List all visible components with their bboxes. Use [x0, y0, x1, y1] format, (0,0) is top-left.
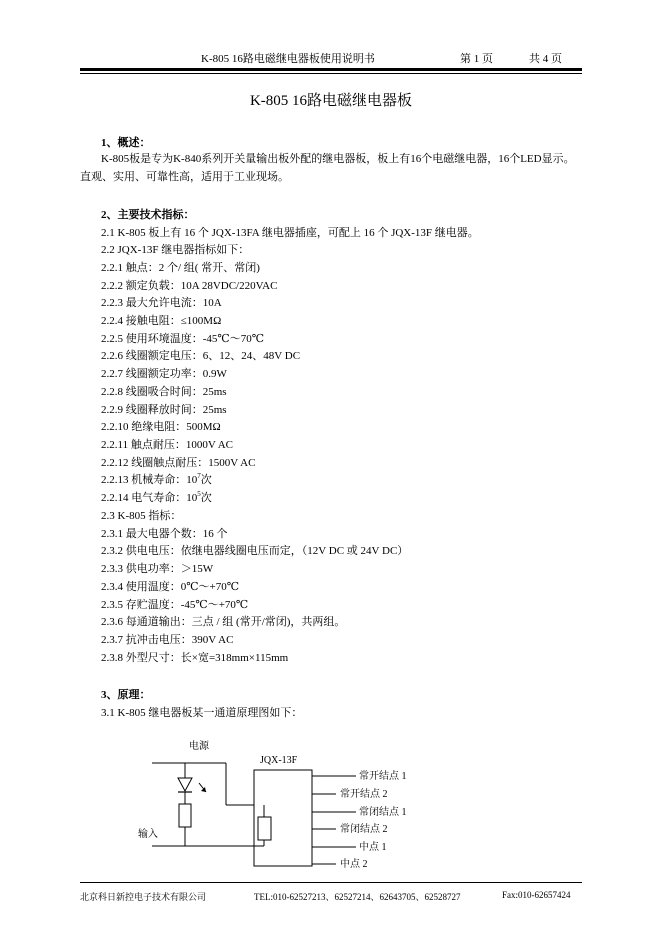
section-2-heading: 2、主要技术指标：	[101, 209, 195, 221]
spec-line: 2.3.7 抗冲击电压：390V AC	[101, 634, 234, 646]
section-3-heading: 3、原理：	[101, 689, 151, 701]
contact-label: 常开结点 1	[359, 771, 407, 782]
section-3-line: 3.1 K-805 继电器板某一通道原理图如下：	[101, 707, 303, 719]
led-diode-icon	[178, 778, 192, 791]
elec-life-unit: 次	[200, 492, 212, 504]
header-page-number: 第 1 页	[460, 53, 493, 65]
footer-company: 北京科日新控电子技术有限公司	[80, 892, 207, 902]
spec-line: 2.2.3 最大允许电流：10A	[101, 297, 222, 309]
elec-life-exponent: 5	[197, 490, 201, 498]
mech-life-exponent: 7	[197, 472, 201, 480]
spec-line: 2.2.2 额定负载：10A 28VDC/220VAC	[101, 280, 278, 292]
header-rule-thick	[80, 68, 582, 71]
spec-line: 2.2.12 线圈触点耐压：1500V AC	[101, 457, 256, 469]
header-page-total: 共 4 页	[529, 53, 562, 65]
diagram-label-power: 电源	[189, 741, 209, 752]
spec-line: 2.3.1 最大电器个数：16 个	[101, 528, 228, 540]
contact-label: 常开结点 2	[340, 789, 388, 800]
spec-line: 2.3 K-805 指标：	[101, 510, 182, 522]
header-rule-thin	[80, 73, 582, 74]
spec-line: 2.2.6 线圈额定电压：6、12、24、48V DC	[101, 350, 301, 362]
footer-tel: TEL:010-62527213、62527214、62643705、62528727	[254, 892, 461, 902]
spec-line: 2.3.6 每通道输出：三点 / 组 (常开/常闭)，共两组。	[101, 616, 346, 628]
spec-line-electrical-life	[101, 489, 212, 505]
spec-line: 2.2.11 触点耐压：1000V AC	[101, 439, 234, 451]
spec-line: 2.2.8 线圈吸合时间：25ms	[101, 386, 227, 398]
relay-coil-icon	[258, 817, 271, 840]
section-1-paragraph: K-805板是专为K-840系列开关量输出板外配的继电器板，板上有16个电磁继电器，16个LED显示。直观、实用、可靠性高，适用于工业现场。	[80, 153, 575, 183]
spec-line-mechanical-life	[101, 471, 212, 487]
diagram-label-input: 输入	[138, 829, 158, 840]
spec-line: 2.2.1 触点：2 个/ 组( 常开、常闭)	[101, 262, 260, 274]
spec-line: 2.2.5 使用环境温度：-45℃～70℃	[101, 333, 265, 345]
mech-life-unit: 次	[200, 474, 212, 486]
footer-rule	[80, 882, 582, 883]
elec-life-label: 2.2.14 电气寿命：10	[101, 492, 198, 504]
footer-fax: Fax:010-62657424	[502, 890, 571, 900]
spec-line: 2.3.2 供电电压：依继电器线圈电压而定，（12V DC 或 24V DC）	[101, 545, 409, 557]
spec-line: 2.2.4 接触电阻：≤100MΩ	[101, 315, 222, 327]
document-title: K-805 16路电磁继电器板	[249, 93, 413, 109]
relay-box	[254, 770, 312, 866]
mech-life-label: 2.2.13 机械寿命：10	[101, 474, 198, 486]
spec-line: 2.3.4 使用温度：0℃～+70℃	[101, 581, 240, 593]
contact-label: 常闭结点 2	[340, 824, 388, 835]
page-header	[80, 50, 582, 66]
contact-label: 中点 1	[359, 842, 387, 853]
spec-line: 2.2.7 线圈额定功率：0.9W	[101, 368, 227, 380]
header-doc-title: K-805 16路电磁继电器板使用说明书	[201, 53, 375, 65]
spec-line: 2.2.10 绝缘电阻：500MΩ	[101, 421, 221, 433]
led-light-arrowhead	[201, 787, 206, 792]
relay-schematic-diagram	[130, 735, 407, 875]
contact-label: 常闭结点 1	[359, 807, 407, 818]
spec-line: 2.3.5 存贮温度：-45℃～+70℃	[101, 599, 249, 611]
spec-line: 2.2 JQX-13F 继电器指标如下：	[101, 244, 250, 256]
spec-line: 2.2.9 线圈释放时间：25ms	[101, 404, 227, 416]
section-1-heading: 1、概述：	[101, 137, 151, 149]
spec-line: 2.3.3 供电功率：＞15W	[101, 563, 214, 575]
spec-line: 2.3.8 外型尺寸：长×宽=318mm×115mm	[101, 652, 289, 664]
diagram-label-relay: JQX-13F	[260, 755, 298, 766]
spec-line: 2.1 K-805 板上有 16 个 JQX-13FA 继电器插座，可配上 16 个 JQX-13F 继电器。	[101, 227, 479, 239]
contact-label: 中点 2	[340, 859, 368, 870]
resistor-icon	[179, 804, 191, 827]
